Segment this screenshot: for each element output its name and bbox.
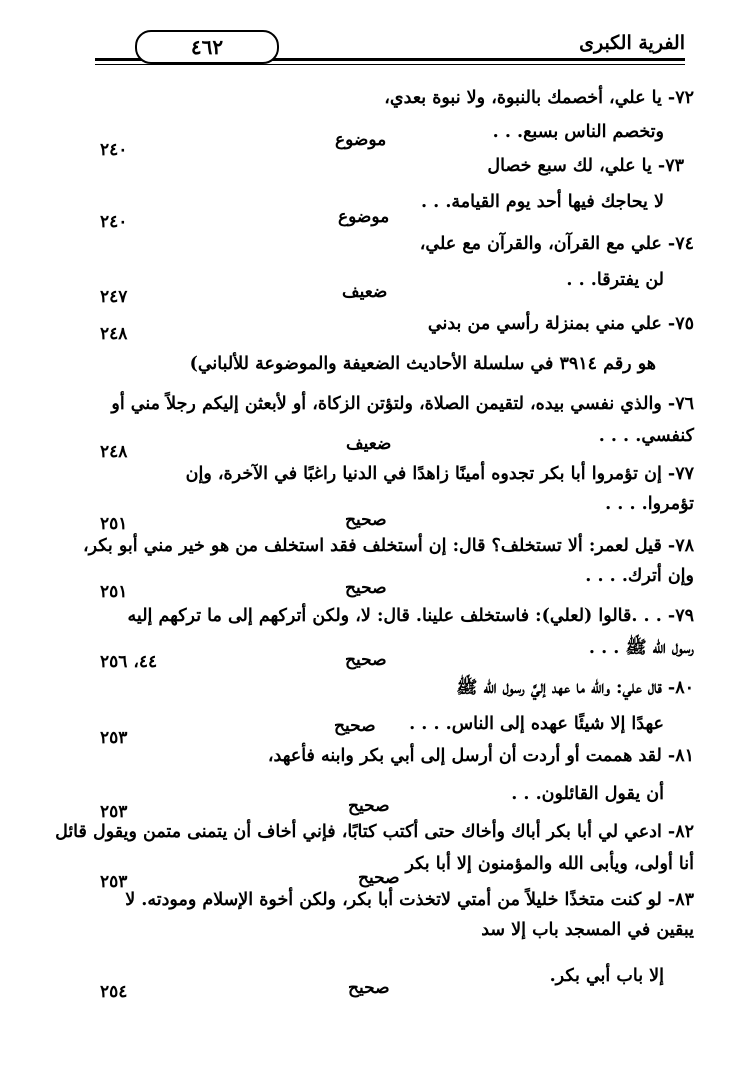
entry-78-grade: صحيح — [345, 578, 387, 598]
entry-82-line-2: أنا أولى، ويأبى الله والمؤمنون إلا أبا بكر — [405, 854, 694, 874]
entry-78-ref: ٢٥١ — [100, 582, 128, 602]
entry-80-line-1: ٨٠- قال علي: والله ما عهد إليَّ رسول الله ﷺ — [456, 678, 694, 698]
running-title: الفرية الكبرى — [579, 32, 685, 54]
entry-75-line-1: ٧٥- علي مني بمنزلة رأسي من بدني — [427, 314, 694, 334]
entry-82-ref: ٢٥٣ — [100, 872, 128, 892]
entry-72-grade: موضوع — [335, 130, 387, 150]
entry-74-line-1: ٧٤- علي مع القرآن، والقرآن مع علي، — [419, 234, 694, 254]
entry-81-ref: ٢٥٣ — [100, 802, 128, 822]
entry-76-grade: ضعيف — [346, 434, 392, 454]
entry-77-ref: ٢٥١ — [100, 514, 128, 534]
entry-73-line-1: ٧٣- يا علي، لك سبع خصال — [487, 156, 684, 176]
header-rule-thin — [95, 64, 685, 65]
entry-75-ref: ٢٤٨ — [100, 324, 128, 344]
entry-76-ref: ٢٤٨ — [100, 442, 128, 462]
entry-81-grade: صحيح — [348, 796, 390, 816]
entry-79-line-1: ٧٩- . . .قالوا (لعلي): فاستخلف علينا. قال: لا، ولكن أتركهم إلى ما تركهم إليه — [127, 606, 694, 626]
entry-76-line-2: كنفسي. . . . — [598, 426, 694, 446]
entry-77-line-1: ٧٧- إن تؤمروا أبا بكر تجدوه أمينًا زاهدًا في الدنيا راغبًا في الآخرة، وإن — [185, 464, 694, 484]
entry-81-line-2: أن يقول القائلون. . . — [511, 784, 664, 804]
entry-72-ref: ٢٤٠ — [100, 140, 128, 160]
entry-73-grade: موضوع — [338, 207, 390, 227]
entry-72-line-1: ٧٢- يا علي، أخصمك بالنبوة، ولا نبوة بعدي، — [384, 88, 694, 108]
entry-79-line-2: رسول الله ﷺ . . . — [588, 638, 694, 658]
page-header — [95, 28, 685, 70]
entry-83-ref: ٢٥٤ — [100, 982, 128, 1002]
entry-83-grade: صحيح — [348, 978, 390, 998]
entry-74-line-2: لن يفترقا. . . — [566, 270, 664, 290]
entry-80-line-2: عهدًا إلا شيئًا عهده إلى الناس. . . . — [409, 714, 664, 734]
entry-80-ref: ٢٥٣ — [100, 728, 128, 748]
entry-73-ref: ٢٤٠ — [100, 212, 128, 232]
entry-83-line-1: ٨٣- لو كنت متخذًا خليلاً من أمتي لاتخذت أبا بكر، ولكن أخوة الإسلام ومودته. لا — [125, 890, 694, 910]
entry-79-grade: صحيح — [345, 650, 387, 670]
entry-77-grade: صحيح — [345, 510, 387, 530]
entry-77-line-2: تؤمروا. . . . — [605, 494, 694, 514]
entry-83-line-3: إلا باب أبي بكر. — [549, 966, 664, 986]
entry-78-line-2: وإن أترك. . . . — [585, 566, 694, 586]
entry-78-line-1: ٧٨- قيل لعمر: ألا تستخلف؟ قال: إن أستخلف فقد استخلف من هو خير مني أبو بكر، — [82, 536, 694, 556]
entry-76-line-1: ٧٦- والذي نفسي بيده، لتقيمن الصلاة، ولتؤتن الزكاة، أو لأبعثن إليكم رجلاً مني أو — [111, 394, 694, 414]
entry-79-ref: ٤٤، ٢٥٦ — [100, 652, 158, 672]
entry-73-line-2: لا يحاجك فيها أحد يوم القيامة. . . — [420, 192, 664, 212]
entry-83-line-2: يبقين في المسجد باب إلا سد — [481, 920, 694, 940]
entry-80-grade: صحيح — [334, 716, 376, 736]
entry-75-note: هو رقم ٣٩١٤ في سلسلة الأحاديث الضعيفة والموضوعة للألباني) — [189, 354, 656, 374]
entry-74-grade: ضعيف — [342, 282, 388, 302]
entry-74-ref: ٢٤٧ — [100, 287, 128, 307]
page-number: ٤٦٢ — [135, 30, 279, 64]
entry-82-grade: صحيح — [358, 868, 400, 888]
entry-81-line-1: ٨١- لقد هممت أو أردت أن أرسل إلى أبي بكر وابنه فأعهد، — [267, 746, 694, 766]
entry-72-line-2: وتخصم الناس بسبع. . . — [492, 122, 664, 142]
entry-82-line-1: ٨٢- ادعي لي أبا بكر أباك وأخاك حتى أكتب كتابًا، فإني أخاف أن يتمنى متمن ويقول قائل — [55, 822, 694, 842]
